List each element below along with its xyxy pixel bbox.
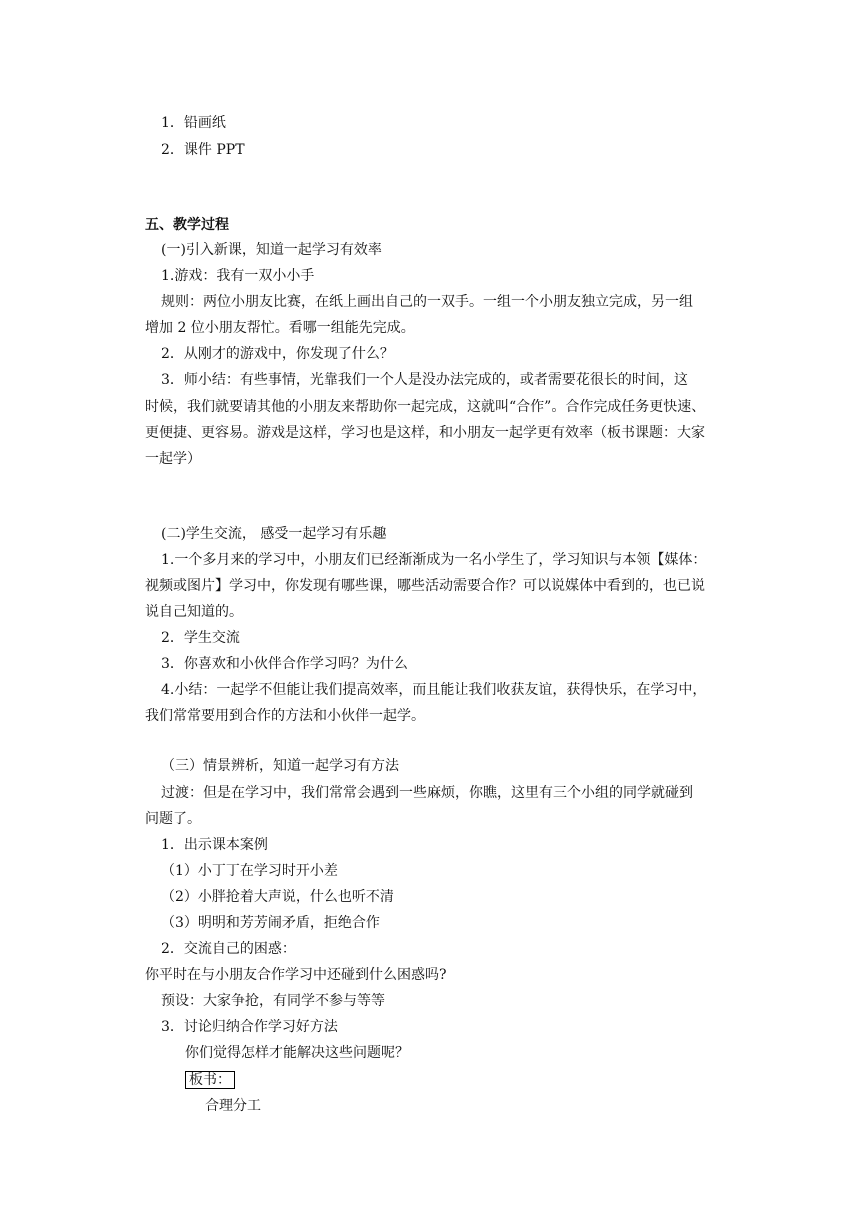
paragraph-line: 1．出示课本案例 [161, 837, 268, 853]
paragraph-line: 2．交流自己的困惑： [161, 941, 296, 957]
paragraph-line: 你们觉得怎样才能解决这些问题呢？ [185, 1045, 409, 1061]
case-item: （1）小丁丁在学习时开小差 [161, 863, 338, 879]
paragraph-line: 说自己知道的。 [145, 604, 243, 620]
board-writing-box: 板书： [185, 1071, 235, 1089]
paragraph-line: 规则：两位小朋友比赛，在纸上画出自己的一双手。一组一个小朋友独立完成，另一组 [161, 294, 693, 310]
paragraph-line: 问题了。 [145, 811, 201, 827]
paragraph-line: 4.小结：一起学不但能让我们提高效率，而且能让我们收获友谊，获得快乐，在学习中， [161, 682, 707, 698]
paragraph-line: 一起学） [145, 451, 201, 467]
paragraph-line: 预设：大家争抢，有同学不参与等等 [161, 993, 385, 1009]
material-item: 2．课件 PPT [161, 142, 245, 158]
subsection-title: (一)引入新课，知道一起学习有效率 [161, 242, 382, 258]
paragraph-line: 过渡：但是在学习中，我们常常会遇到一些麻烦，你瞧，这里有三个小组的同学就碰到 [161, 785, 693, 801]
subsection-title: （三）情景辨析，知道一起学习有方法 [161, 758, 399, 774]
section-heading: 五、教学过程 [145, 217, 229, 233]
board-writing-label [185, 1070, 235, 1090]
paragraph-line: 2．从刚才的游戏中，你发现了什么？ [161, 346, 394, 362]
case-item: （3）明明和芳芳闹矛盾，拒绝合作 [161, 915, 380, 931]
paragraph-line: 我们常常要用到合作的方法和小伙伴一起学。 [145, 708, 425, 724]
paragraph-line: 3．讨论归纳合作学习好方法 [161, 1019, 338, 1035]
case-item: （2）小胖抢着大声说，什么也听不清 [161, 889, 394, 905]
paragraph-line: 增加 2 位小朋友帮忙。看哪一组能先完成。 [145, 320, 415, 336]
paragraph-line: 1.游戏：我有一双小小手 [161, 268, 315, 284]
paragraph-line: 视频或图片】学习中，你发现有哪些课，哪些活动需要合作？可以说媒体中看到的，也已说 [145, 578, 705, 594]
paragraph-line: 更便捷、更容易。游戏是这样，学习也是这样，和小朋友一起学更有效率（板书课题：大家 [145, 425, 705, 441]
paragraph-line: 3．你喜欢和小伙伴合作学习吗？为什么 [161, 656, 408, 672]
paragraph-line: 3．师小结：有些事情，光靠我们一个人是没办法完成的，或者需要花很长的时间，这 [161, 372, 688, 388]
paragraph-line: 1.一个多月来的学习中，小朋友们已经渐渐成为一名小学生了，学习知识与本领【媒体： [161, 552, 707, 568]
paragraph-line: 你平时在与小朋友合作学习中还碰到什么困惑吗? [145, 967, 447, 983]
paragraph-line: 时候，我们就要请其他的小朋友来帮助你一起完成，这就叫“合作”。合作完成任务更快速、 [145, 399, 706, 415]
paragraph-line: 2．学生交流 [161, 630, 240, 646]
subsection-title: (二)学生交流， 感受一起学习有乐趣 [161, 526, 387, 542]
board-writing-item: 合理分工 [205, 1098, 261, 1114]
material-item: 1．铅画纸 [161, 115, 226, 131]
